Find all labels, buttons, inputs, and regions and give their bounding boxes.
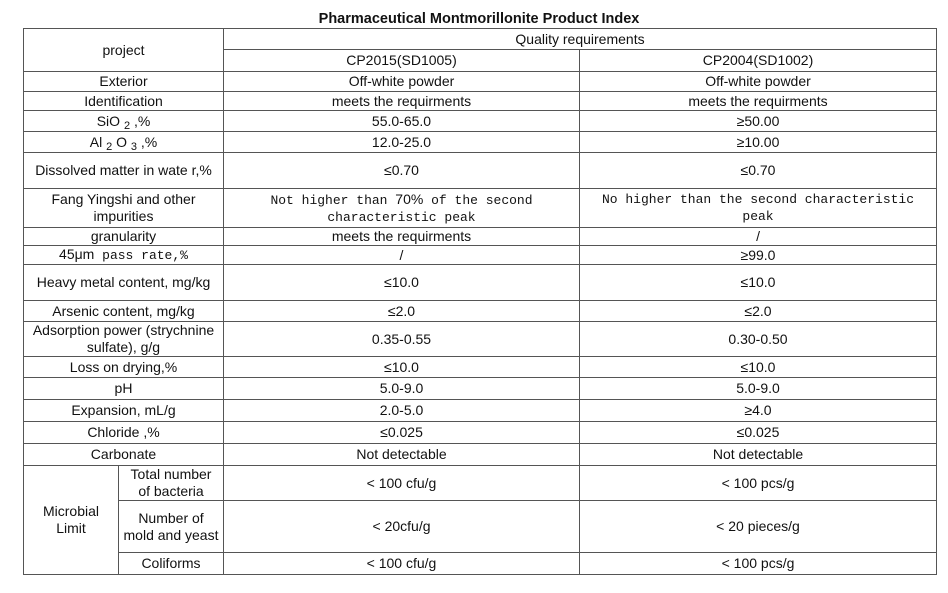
row-value-cp2015: 0.35-0.55 [224, 322, 580, 357]
row-value-cp2004: ≤0.025 [580, 422, 937, 444]
row-value-cp2015: ≤10.0 [224, 357, 580, 378]
row-value-cp2004: meets the requirments [580, 92, 937, 111]
row-value-cp2015: meets the requirments [224, 92, 580, 111]
row-value-cp2004: ≤0.70 [580, 153, 937, 189]
row-value-cp2015: Not detectable [224, 444, 580, 466]
row-label: Exterior [24, 72, 224, 92]
row-label: 45μm pass rate,% [24, 246, 224, 265]
row-value-cp2004: 0.30-0.50 [580, 322, 937, 357]
row-value-cp2015: 5.0-9.0 [224, 378, 580, 400]
table-row [24, 400, 937, 422]
row-label: pH [24, 378, 224, 400]
row-label: Number of mold and yeast [119, 501, 224, 553]
row-label: Adsorption power (strychnine sulfate), g/g [24, 322, 224, 357]
table-row [24, 72, 937, 92]
table-row [24, 322, 937, 357]
row-label: SiO $_2$ ,% [24, 111, 224, 132]
row-value-cp2004: ≥10.00 [580, 132, 937, 153]
table-row [24, 111, 937, 132]
row-value-cp2015: ≤10.0 [224, 265, 580, 301]
table-row [24, 301, 937, 322]
row-value-cp2015: / [224, 246, 580, 265]
row-label: Identification [24, 92, 224, 111]
header-cp2004: CP2004(SD1002) [580, 50, 937, 72]
table-row [24, 189, 937, 228]
header-quality-requirements: Quality requirements [224, 29, 937, 50]
table-row [24, 422, 937, 444]
row-label: Chloride ,% [24, 422, 224, 444]
product-index-table [23, 28, 937, 575]
row-label: Total number of bacteria [119, 466, 224, 501]
row-label: Coliforms [119, 553, 224, 575]
table-row [24, 466, 937, 501]
row-value-cp2015: Not higher than 70% of the second characteristic peak [224, 189, 580, 228]
row-label: granularity [24, 228, 224, 246]
table-row [24, 553, 937, 575]
table-row [24, 92, 937, 111]
table-row [24, 132, 937, 153]
row-value-cp2004: ≤10.0 [580, 357, 937, 378]
row-value-cp2015: ≤0.025 [224, 422, 580, 444]
row-value-cp2015: 12.0-25.0 [224, 132, 580, 153]
row-value-cp2015: < 100 cfu/g [224, 553, 580, 575]
row-value-cp2004: < 100 pcs/g [580, 466, 937, 501]
row-value-cp2004: ≥99.0 [580, 246, 937, 265]
header-project: project [24, 29, 224, 72]
row-value-cp2015: Off-white powder [224, 72, 580, 92]
row-value-cp2004: ≤10.0 [580, 265, 937, 301]
row-value-cp2015: 55.0-65.0 [224, 111, 580, 132]
table-header-row [24, 29, 937, 50]
row-value-cp2004: Not detectable [580, 444, 937, 466]
row-value-cp2004: Off-white powder [580, 72, 937, 92]
row-value-cp2015: < 20cfu/g [224, 501, 580, 553]
table-row [24, 444, 937, 466]
table-row [24, 228, 937, 246]
row-value-cp2015: 2.0-5.0 [224, 400, 580, 422]
row-label: Loss on drying,% [24, 357, 224, 378]
row-value-cp2004: ≤2.0 [580, 301, 937, 322]
row-label: Carbonate [24, 444, 224, 466]
table-row [24, 246, 937, 265]
table-row [24, 357, 937, 378]
header-cp2015: CP2015(SD1005) [224, 50, 580, 72]
row-label: Arsenic content, mg/kg [24, 301, 224, 322]
row-value-cp2004: / [580, 228, 937, 246]
row-value-cp2015: < 100 cfu/g [224, 466, 580, 501]
table-row [24, 378, 937, 400]
row-value-cp2015: meets the requirments [224, 228, 580, 246]
table-row [24, 265, 937, 301]
row-label: Al $_2$ O $_3$ ,% [24, 132, 224, 153]
row-label: Heavy metal content, mg/kg [24, 265, 224, 301]
row-value-cp2004: 5.0-9.0 [580, 378, 937, 400]
row-value-cp2004: ≥50.00 [580, 111, 937, 132]
row-value-cp2015: ≤2.0 [224, 301, 580, 322]
row-label: Dissolved matter in wate r,% [24, 153, 224, 189]
table-row [24, 501, 937, 553]
row-value-cp2015: ≤0.70 [224, 153, 580, 189]
row-value-cp2004: < 100 pcs/g [580, 553, 937, 575]
row-label: Fang Yingshi and other impurities [24, 189, 224, 228]
row-value-cp2004: No higher than the second characteristic peak [580, 189, 937, 228]
row-value-cp2004: ≥4.0 [580, 400, 937, 422]
table-row [24, 153, 937, 189]
table-title: Pharmaceutical Montmorillonite Product Index [318, 11, 640, 27]
row-value-cp2004: < 20 pieces/g [580, 501, 937, 553]
microbial-limit-label: Microbial Limit [24, 466, 119, 575]
row-label: Expansion, mL/g [24, 400, 224, 422]
